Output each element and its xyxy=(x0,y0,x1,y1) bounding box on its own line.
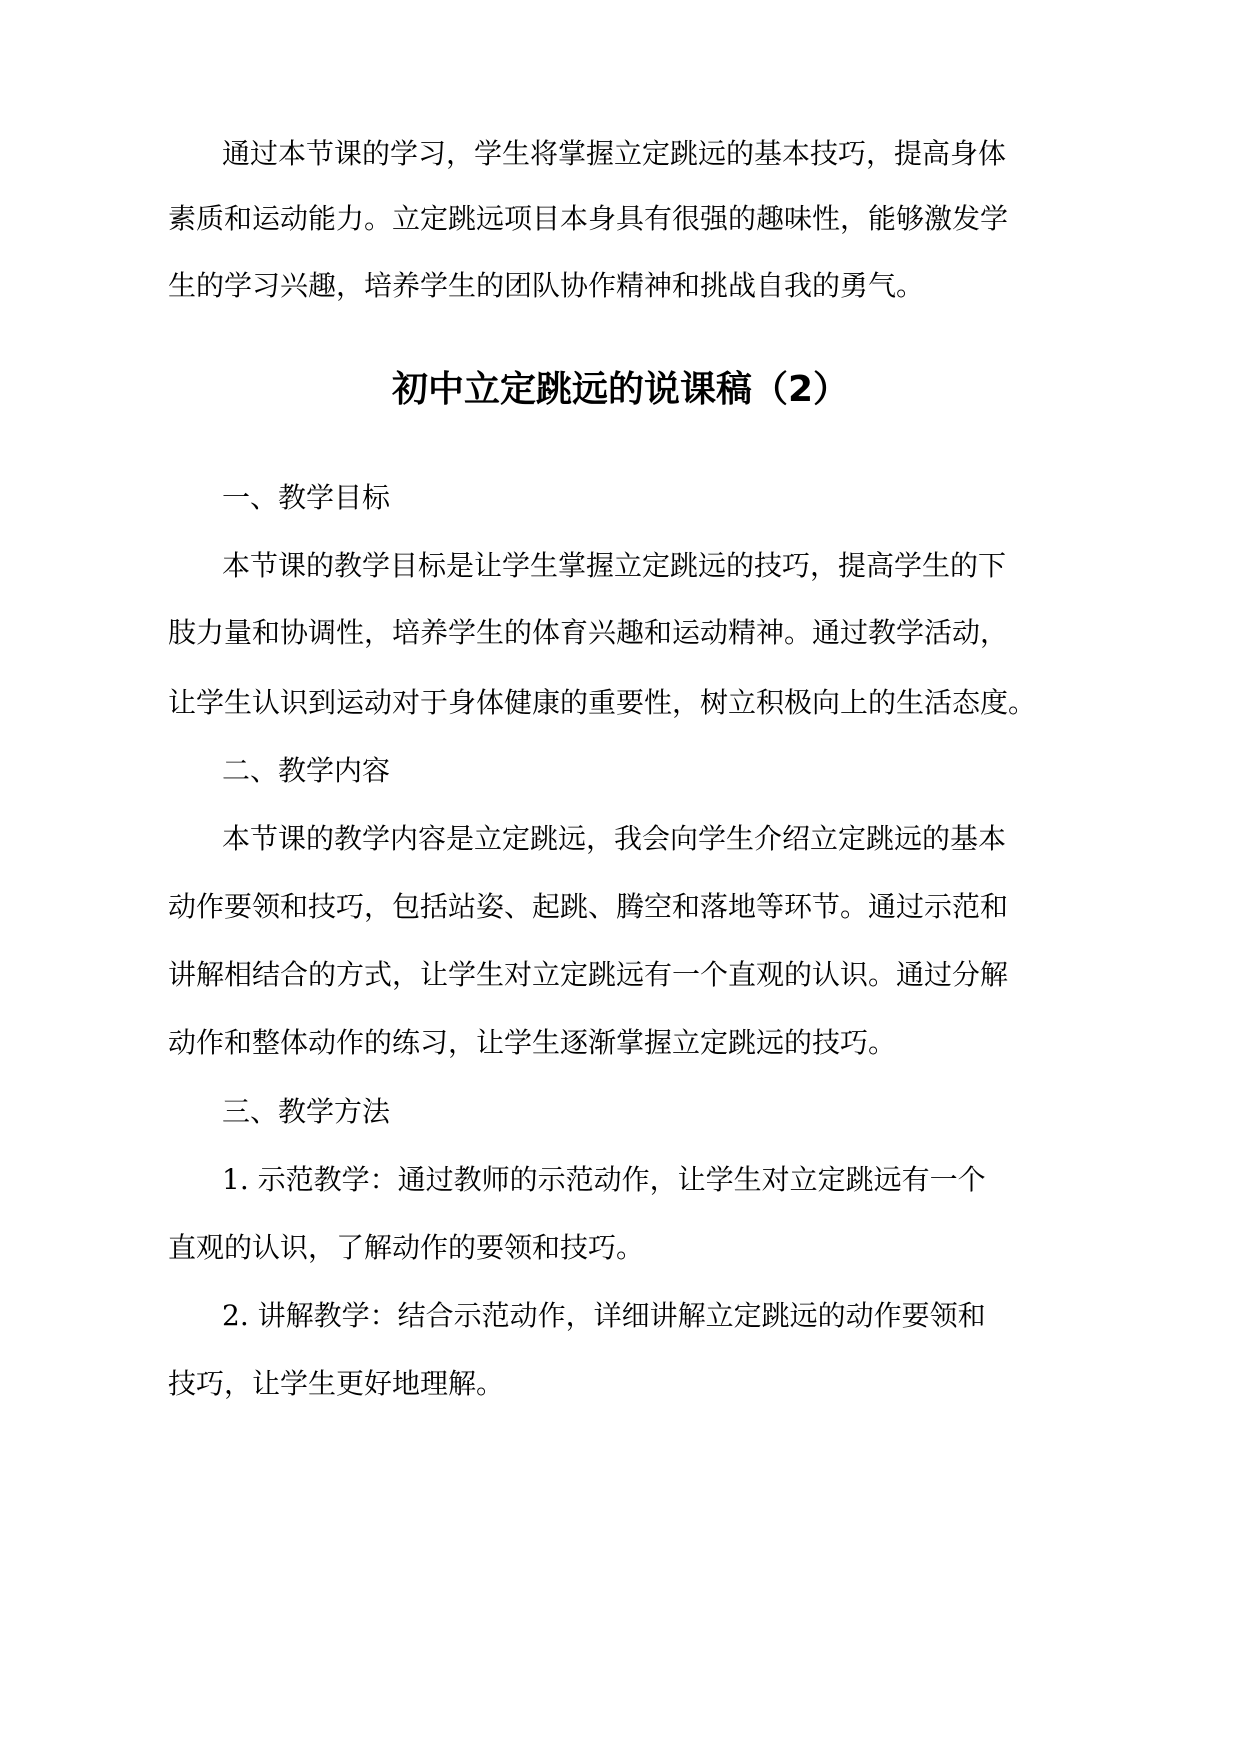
intro-line-2: 素质和运动能力。立定跳远项目本身具有很强的趣味性，能够激发学 xyxy=(168,202,1009,235)
objectives-line-3: 让学生认识到运动对于身体健康的重要性，树立积极向上的生活态度。 xyxy=(168,686,1037,719)
section-heading-methods: 三、教学方法 xyxy=(222,1095,391,1128)
content-line-3: 讲解相结合的方式，让学生对立定跳远有一个直观的认识。通过分解 xyxy=(168,958,1009,991)
method-item-1-line-1: 1. 示范教学：通过教师的示范动作，让学生对立定跳远有一个 xyxy=(222,1163,986,1196)
intro-line-3: 生的学习兴趣，培养学生的团队协作精神和挑战自我的勇气。 xyxy=(168,269,925,302)
method-item-2-line-2: 技巧，让学生更好地理解。 xyxy=(168,1367,505,1400)
content-line-1: 本节课的教学内容是立定跳远，我会向学生介绍立定跳远的基本 xyxy=(222,822,1007,855)
document-title: 初中立定跳远的说课稿（2） xyxy=(391,369,850,410)
section-heading-content: 二、教学内容 xyxy=(222,754,391,787)
method-item-1-line-2: 直观的认识，了解动作的要领和技巧。 xyxy=(168,1231,645,1264)
method-item-2-line-1: 2. 讲解教学：结合示范动作，详细讲解立定跳远的动作要领和 xyxy=(222,1299,986,1332)
objectives-line-1: 本节课的教学目标是让学生掌握立定跳远的技巧，提高学生的下 xyxy=(222,549,1007,582)
intro-line-1: 通过本节课的学习，学生将掌握立定跳远的基本技巧，提高身体 xyxy=(222,137,1007,170)
objectives-line-2: 肢力量和协调性，培养学生的体育兴趣和运动精神。通过教学活动， xyxy=(168,616,1009,649)
content-line-2: 动作要领和技巧，包括站姿、起跳、腾空和落地等环节。通过示范和 xyxy=(168,890,1009,923)
content-line-4: 动作和整体动作的练习，让学生逐渐掌握立定跳远的技巧。 xyxy=(168,1026,897,1059)
section-heading-objectives: 一、教学目标 xyxy=(222,481,391,514)
